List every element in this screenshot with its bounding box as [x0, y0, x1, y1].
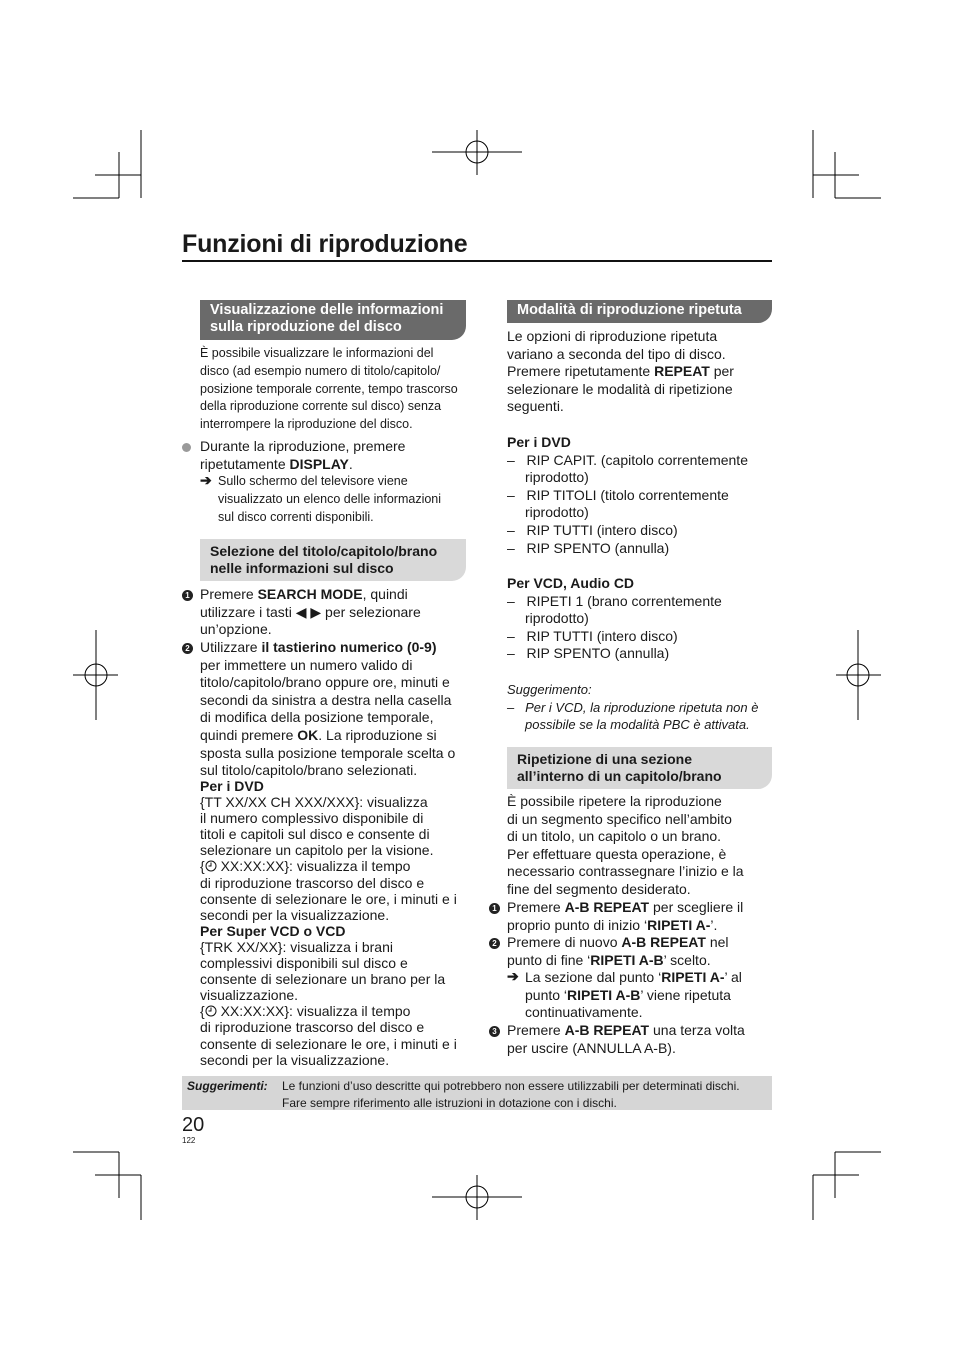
tips-text	[282, 1078, 740, 1111]
selection-step-2	[200, 639, 455, 780]
text-line: { XX:XX:XX}: visualizza il tempo	[200, 858, 411, 875]
display-result	[218, 473, 441, 526]
text-line: disco (ad esempio numero di titolo/capitolo/	[200, 363, 441, 378]
clock-icon	[205, 1005, 217, 1017]
text-line: di un titolo, un capitolo o un brano.	[507, 828, 722, 845]
list-item: – RIP SPENTO (annulla)	[507, 539, 670, 556]
text-line: selezionare un capitolo per la visione.	[200, 842, 434, 859]
text-line: Premere di nuovo A-B REPEAT nel	[507, 934, 729, 950]
text-line: Premere A-B REPEAT una terza volta	[507, 1022, 745, 1038]
text-line: titoli e capitoli sul disco e consente di	[200, 826, 430, 843]
text-line: utilizzare i tasti ◀ ▶ per selezionare	[200, 603, 421, 620]
section-header-repeat-mode	[507, 300, 772, 323]
text-line: Utilizzare il tastierino numerico (0-9)	[200, 639, 437, 655]
repeat-tip	[507, 681, 758, 734]
text-line: un’opzione.	[200, 621, 272, 638]
text-line: continuativamente.	[525, 1004, 643, 1021]
text-line: Per effettuare questa operazione, è	[507, 845, 727, 862]
list-item: – RIP SPENTO (annulla)	[507, 645, 670, 662]
text-line: di un segmento specifico nell’ambito	[507, 810, 732, 827]
subheading: Per VCD, Audio CD	[507, 575, 635, 591]
step-number-2-icon: 2	[489, 938, 500, 949]
text-line: Le opzioni di riproduzione ripetuta	[507, 328, 718, 344]
list-item: – RIPETI 1 (brano correntemente	[507, 592, 722, 609]
repeat-vcd-list	[507, 575, 722, 663]
header-line: Modalità di riproduzione ripetuta	[517, 302, 742, 318]
text-line: complessivi disponibili sul disco e	[200, 955, 408, 972]
page-title: Funzioni di riproduzione	[182, 230, 468, 258]
header-line: nelle informazioni sul disco	[210, 560, 394, 576]
selection-step-1	[200, 586, 421, 639]
text-line: È possibile visualizzare le informazioni del	[200, 346, 434, 360]
text-line: titolo/capitolo/brano oppure ore, minuti e	[200, 674, 450, 691]
header-line: Ripetizione di una sezione	[517, 751, 693, 767]
text-line: sposta sulla posizione temporale scelta o	[200, 744, 456, 761]
text-line: secondi per la visualizzazione.	[200, 1051, 390, 1068]
ab-repeat-intro	[507, 793, 744, 899]
text-line: È possibile ripetere la riproduzione	[507, 793, 722, 809]
display-info-intro	[200, 345, 458, 434]
list-item: riprodotto)	[525, 504, 589, 521]
subheading: Per i DVD	[200, 778, 264, 794]
text-line: consente di selezionare le ore, i minuti e i	[200, 890, 457, 907]
clock-icon	[205, 860, 217, 872]
text-line: secondi per la visualizzazione.	[200, 906, 390, 923]
text-line: seguenti.	[507, 398, 564, 415]
left-right-arrows-icon: ◀ ▶	[295, 603, 322, 620]
text-line: {TRK XX/XX}: visualizza i brani	[200, 938, 393, 955]
text-line: sul titolo/capitolo/brano selezionati.	[200, 762, 418, 779]
text-line: punto di fine ‘RIPETI A-B’ scelto.	[507, 951, 711, 968]
list-item: riprodotto)	[525, 469, 589, 486]
ab-step-1	[507, 899, 743, 934]
ab-step-3	[507, 1022, 745, 1057]
text-line: interrompere la riproduzione del disco.	[200, 417, 413, 432]
ab-step-2	[507, 934, 729, 969]
step-number-3-icon: 3	[489, 1026, 500, 1037]
tip-line: – Per i VCD, la riproduzione ripetuta non è	[507, 699, 759, 715]
subheading: Per i DVD	[507, 434, 571, 450]
header-line: sulla riproduzione del disco	[210, 319, 402, 335]
text-line: per immettere un numero valido di	[200, 656, 413, 673]
section-header-ab-repeat	[507, 747, 772, 789]
text-line: di riproduzione trascorso del disco e	[200, 1019, 425, 1036]
page-number: 20	[182, 1114, 205, 1136]
text-line: Sullo schermo del televisore viene	[218, 474, 408, 488]
text-line: fine del segmento desiderato.	[507, 880, 691, 897]
text-line: visualizzato un elenco delle informazioni	[218, 491, 442, 506]
text-line: della riproduzione corrente sul disco) senza	[200, 399, 442, 414]
text-line: sul disco correnti disponibili.	[218, 509, 374, 524]
text-line: Le funzioni d’uso descritte qui potrebbero non essere utilizzabili per determinati dischi.	[282, 1079, 740, 1093]
text-line: posizione temporale corrente, tempo trascorso	[200, 381, 458, 396]
list-item: – RIP TUTTI (intero disco)	[507, 521, 678, 538]
dvd-info	[200, 778, 457, 1068]
text-line: quindi premere OK. La riproduzione si	[200, 726, 437, 743]
text-line: consente di selezionare le ore, i minuti e i	[200, 1035, 457, 1052]
header-line: all’interno di un capitolo/brano	[517, 768, 722, 784]
arrow-right-icon: ➔	[507, 968, 519, 984]
text-line: Premere A-B REPEAT per scegliere il	[507, 899, 744, 915]
text-line: necessario contrassegnare l’inizio e la	[507, 863, 744, 880]
text-line: di modifica della posizione temporale,	[200, 709, 434, 726]
ab-step-2-result	[525, 969, 742, 1022]
step-number-1-icon: 1	[182, 590, 193, 601]
text-line: visualizzazione.	[200, 987, 299, 1004]
text-line: variano a seconda del tipo di disco.	[507, 345, 726, 362]
step-number-2-icon: 2	[182, 643, 193, 654]
text-line: Durante la riproduzione, premere	[200, 438, 406, 454]
page-sub-number: 122	[182, 1136, 196, 1145]
text-line: per uscire (ANNULLA A-B).	[507, 1039, 676, 1056]
list-item: riprodotto)	[525, 610, 589, 627]
title-rule	[182, 260, 772, 262]
text-line: di riproduzione trascorso del disco e	[200, 874, 425, 891]
text-line: Premere SEARCH MODE, quindi	[200, 586, 408, 602]
list-item: – RIP CAPIT. (capitolo correntemente	[507, 451, 748, 468]
arrow-right-icon: ➔	[200, 472, 212, 488]
text-line: selezionare le modalità di ripetizione	[507, 380, 733, 397]
repeat-dvd-list	[507, 434, 748, 557]
text-line: il numero complessivo disponibile di	[200, 810, 424, 827]
repeat-intro	[507, 328, 734, 416]
text-line: { XX:XX:XX}: visualizza il tempo	[200, 1003, 411, 1020]
text-line: proprio punto di inizio ‘RIPETI A-’.	[507, 916, 718, 933]
text-line: punto ‘RIPETI A-B’ viene ripetuta	[525, 986, 731, 1003]
text-line: Fare sempre riferimento alle istruzioni in dotazione con i dischi.	[282, 1095, 617, 1110]
header-line: Selezione del titolo/capitolo/brano	[210, 543, 438, 559]
section-header-display-info	[200, 300, 466, 340]
tip-line: possibile se la modalità PBC è attivata.	[525, 717, 750, 733]
step-number-1-icon: 1	[489, 903, 500, 914]
text-line: Premere ripetutamente REPEAT per	[507, 363, 734, 380]
display-bullet	[200, 438, 405, 473]
list-item: – RIP TUTTI (intero disco)	[507, 627, 678, 644]
text-line: La sezione dal punto ‘RIPETI A-’ al	[525, 969, 742, 985]
list-item: – RIP TITOLI (titolo correntemente	[507, 486, 729, 503]
header-line: Visualizzazione delle informazioni	[210, 302, 444, 318]
text-line: secondi da sinistra a destra nella casella	[200, 691, 452, 708]
text-line: consente di selezionare un brano per la	[200, 971, 446, 988]
text-line: ripetutamente DISPLAY.	[200, 455, 353, 472]
tip-heading: Suggerimento:	[507, 682, 592, 697]
subheading: Per Super VCD o VCD	[200, 922, 346, 939]
tips-label: Suggerimenti:	[187, 1079, 268, 1093]
section-header-title-selection	[200, 539, 466, 581]
text-line: {TT XX/XX CH XXX/XXX}: visualizza	[200, 794, 428, 811]
bullet-icon	[182, 443, 191, 452]
tips-footer	[182, 1076, 772, 1110]
